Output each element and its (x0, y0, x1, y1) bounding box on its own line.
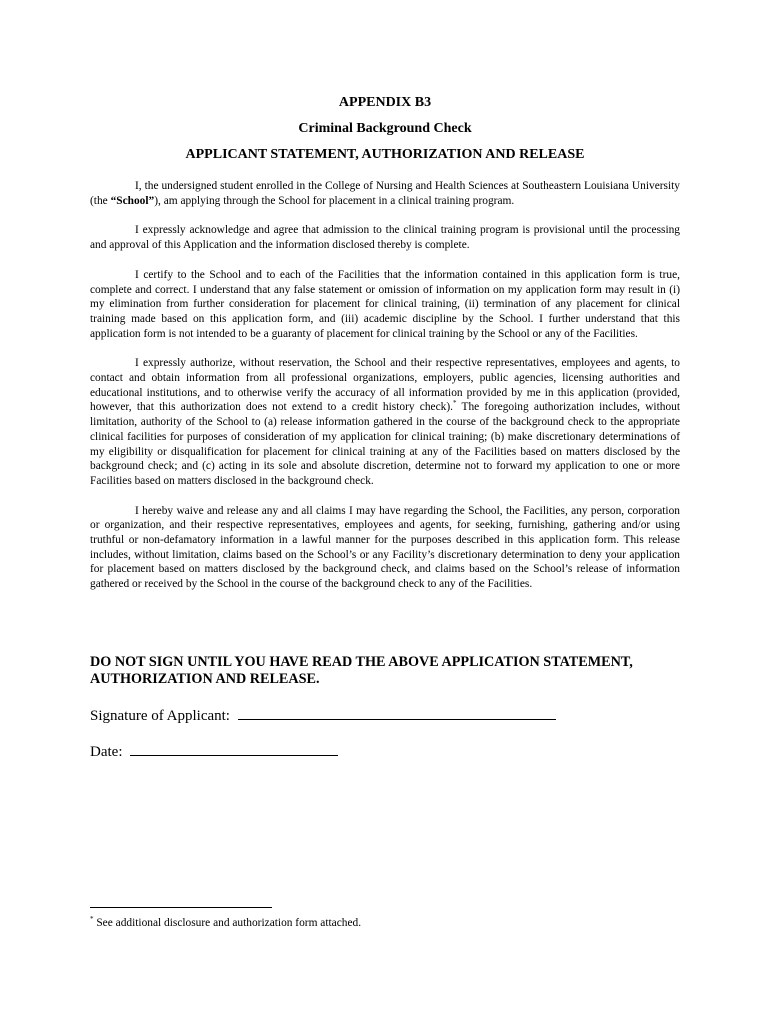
footnote-divider (90, 907, 272, 908)
footnote (90, 916, 361, 930)
signature-field (90, 705, 556, 725)
sign-warning: DO NOT SIGN UNTIL YOU HAVE READ THE ABOVE APPLICATION STATEMENT, AUTHORIZATION AND RELEASE. (90, 654, 633, 687)
signature-line[interactable] (238, 705, 556, 720)
footnote-mark: * (90, 915, 94, 924)
paragraph-acknowledgement: I expressly acknowledge and agree that admission to the clinical training program is provisional until the processing and approval of this Application and the information disclosed thereby is complete. (90, 224, 680, 252)
document-title: APPLICANT STATEMENT, AUTHORIZATION AND RELEASE (185, 147, 585, 162)
paragraph-enrollment (90, 179, 680, 208)
footnote-text: See additional disclosure and authorization form attached. (93, 917, 362, 929)
statement-body (90, 179, 680, 607)
footnote-reference: * (452, 399, 457, 408)
appendix-label: APPENDIX B3 (338, 95, 432, 110)
paragraph-enrollment-text-b: ), am applying through the School for placement in a clinical training program. (154, 194, 515, 207)
document-subtitle: Criminal Background Check (298, 121, 472, 136)
date-line[interactable] (130, 741, 338, 756)
date-field (90, 741, 338, 761)
paragraph-authorization (90, 356, 680, 488)
paragraph-enrollment-text-a: I, the undersigned student enrolled in the College of Nursing and Health Sciences at Southeastern Louisiana University (the (90, 180, 680, 207)
paragraph-authorization-text-b: The foregoing authorization includes, without limitation, authority of the School to (a) release information gathered in the course of the background check to the appropriate clinical facilities for purposes of consideration of my application for clinical training; (b) make discretionary determinations of my eligibility or disqualification for placement for clinical training at any of the Facilities based on matters disclosed by the background check; and (c) acting in its sole and absolute discretion, determine not to forward my application to one or more Facilities based on matters disclosed in the background check. (90, 401, 681, 487)
date-label: Date: (90, 744, 123, 760)
paragraph-release: I hereby waive and release any and all claims I may have regarding the School, the Facilities, any person, corporation or organization, and their respective representatives, employees and agents, for seeking, furnishing, gathering and/or using truthful or non-defamatory information in a lawful manner for the purposes described in this application form. This release includes, without limitation, claims based on the School’s or any Facility’s discretionary determination to deny your application for placement based on matters disclosed by the background check, and claims based on the School’s release of information gathered or received by the School in the course of the background check to any of the Facilities. (90, 504, 680, 591)
school-term: “School” (110, 194, 155, 207)
paragraph-certification: I certify to the School and to each of the Facilities that the information contained in this application form is true, complete and correct. I understand that any false statement or omission of information on my application form may result in (i) my elimination from further consideration for placement for clinical training, (ii) termination of any placement for clinical training made based on this application form, and (iii) academic discipline by the School. I further understand that this application form is not intended to be a guaranty of placement for clinical training by the School or any of the Facilities. (90, 268, 680, 340)
signature-label: Signature of Applicant: (90, 708, 230, 724)
paragraph-authorization-text-a: I expressly authorize, without reservation, the School and their respective representatives, employees and agents, to contact and obtain information from all professional organizations, employers, public agencies, licensing authorities and educational institutions, and to otherwise verify the accuracy of all information provided by me in this application (provided, however, that this authorization does not extend to a credit history check). (90, 357, 680, 414)
